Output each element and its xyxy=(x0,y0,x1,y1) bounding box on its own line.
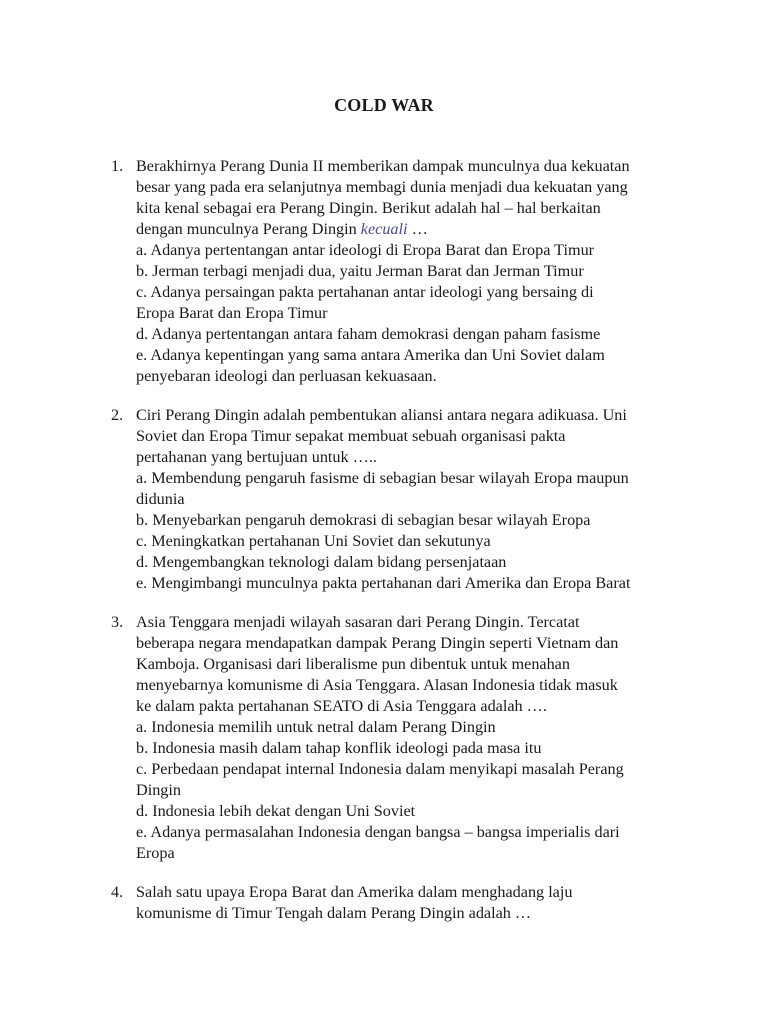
question-text-line: Salah satu upaya Eropa Barat dan Amerika dalam menghadang laju xyxy=(136,883,573,901)
question-text-line: Soviet dan Eropa Timur sepakat membuat sebuah organisasi pakta xyxy=(136,427,566,445)
question-text-line: kita kenal sebagai era Perang Dingin. Berikut adalah hal – hal berkaitan xyxy=(136,199,601,217)
question-number: 4. xyxy=(111,883,124,901)
question-text-line: menyebarnya komunisme di Asia Tenggara. Alasan Indonesia tidak masuk xyxy=(136,676,618,694)
question-text-line: komunisme di Timur Tengah dalam Perang Dingin adalah … xyxy=(136,904,532,922)
answer-option-a: a. Membendung pengaruh fasisme di sebagian besar wilayah Eropa maupun xyxy=(136,469,629,487)
answer-option-b: b. Indonesia masih dalam tahap konflik ideologi pada masa itu xyxy=(136,739,542,757)
answer-option-e: e. Mengimbangi munculnya pakta pertahanan dari Amerika dan Eropa Barat xyxy=(136,574,631,592)
question-text-line xyxy=(136,219,691,240)
question-list xyxy=(111,156,691,942)
answer-option-c: c. Adanya persaingan pakta pertahanan antar ideologi yang bersaing di xyxy=(136,283,594,301)
answer-option-c-continued: Dingin xyxy=(136,781,181,799)
question-text-fragment: … xyxy=(407,220,428,238)
answer-option-d: d. Mengembangkan teknologi dalam bidang persenjataan xyxy=(136,553,507,571)
question-text-line: Berakhirnya Perang Dunia II memberikan dampak munculnya dua kekuatan xyxy=(136,157,630,175)
answer-option-c-continued: Eropa Barat dan Eropa Timur xyxy=(136,304,328,322)
question-text-fragment: dengan munculnya Perang Dingin xyxy=(136,220,361,238)
answer-option-e: e. Adanya permasalahan Indonesia dengan bangsa – bangsa imperialis dari xyxy=(136,823,620,841)
question-number: 1. xyxy=(111,157,124,175)
answer-option-b: b. Jerman terbagi menjadi dua, yaitu Jerman Barat dan Jerman Timur xyxy=(136,262,584,280)
answer-option-a-continued: didunia xyxy=(136,490,185,508)
question-1 xyxy=(111,156,691,387)
question-text-line: Kamboja. Organisasi dari liberalisme pun dibentuk untuk menahan xyxy=(136,655,570,673)
question-text-line: beberapa negara mendapatkan dampak Perang Dingin seperti Vietnam dan xyxy=(136,634,619,652)
document-title: COLD WAR xyxy=(334,95,434,115)
answer-option-c: c. Meningkatkan pertahanan Uni Soviet dan sekutunya xyxy=(136,532,491,550)
question-text-line: besar yang pada era selanjutnya membagi dunia menjadi dua kekuatan yang xyxy=(136,178,628,196)
answer-option-e: e. Adanya kepentingan yang sama antara Amerika dan Uni Soviet dalam xyxy=(136,346,605,364)
question-2 xyxy=(111,405,691,594)
answer-option-d: d. Adanya pertentangan antara faham demokrasi dengan paham fasisme xyxy=(136,325,601,343)
question-4 xyxy=(111,882,691,924)
question-number: 3. xyxy=(111,613,124,631)
kecuali-annotation: kecuali xyxy=(360,220,408,238)
question-text-line: Ciri Perang Dingin adalah pembentukan aliansi antara negara adikuasa. Uni xyxy=(136,406,627,424)
question-text-line: ke dalam pakta pertahanan SEATO di Asia Tenggara adalah …. xyxy=(136,697,547,715)
question-text-line: pertahanan yang bertujuan untuk ….. xyxy=(136,448,377,466)
answer-option-a: a. Adanya pertentangan antar ideologi di Eropa Barat dan Eropa Timur xyxy=(136,241,595,259)
answer-option-b: b. Menyebarkan pengaruh demokrasi di sebagian besar wilayah Eropa xyxy=(136,511,591,529)
question-number: 2. xyxy=(111,406,124,424)
answer-option-d: d. Indonesia lebih dekat dengan Uni Soviet xyxy=(136,802,416,820)
question-text-line: Asia Tenggara menjadi wilayah sasaran dari Perang Dingin. Tercatat xyxy=(136,613,580,631)
answer-option-e-continued: penyebaran ideologi dan perluasan kekuasaan. xyxy=(136,367,437,385)
answer-option-a: a. Indonesia memilih untuk netral dalam Perang Dingin xyxy=(136,718,496,736)
answer-option-e-continued: Eropa xyxy=(136,844,175,862)
answer-option-c: c. Perbedaan pendapat internal Indonesia dalam menyikapi masalah Perang xyxy=(136,760,624,778)
question-3 xyxy=(111,612,691,864)
